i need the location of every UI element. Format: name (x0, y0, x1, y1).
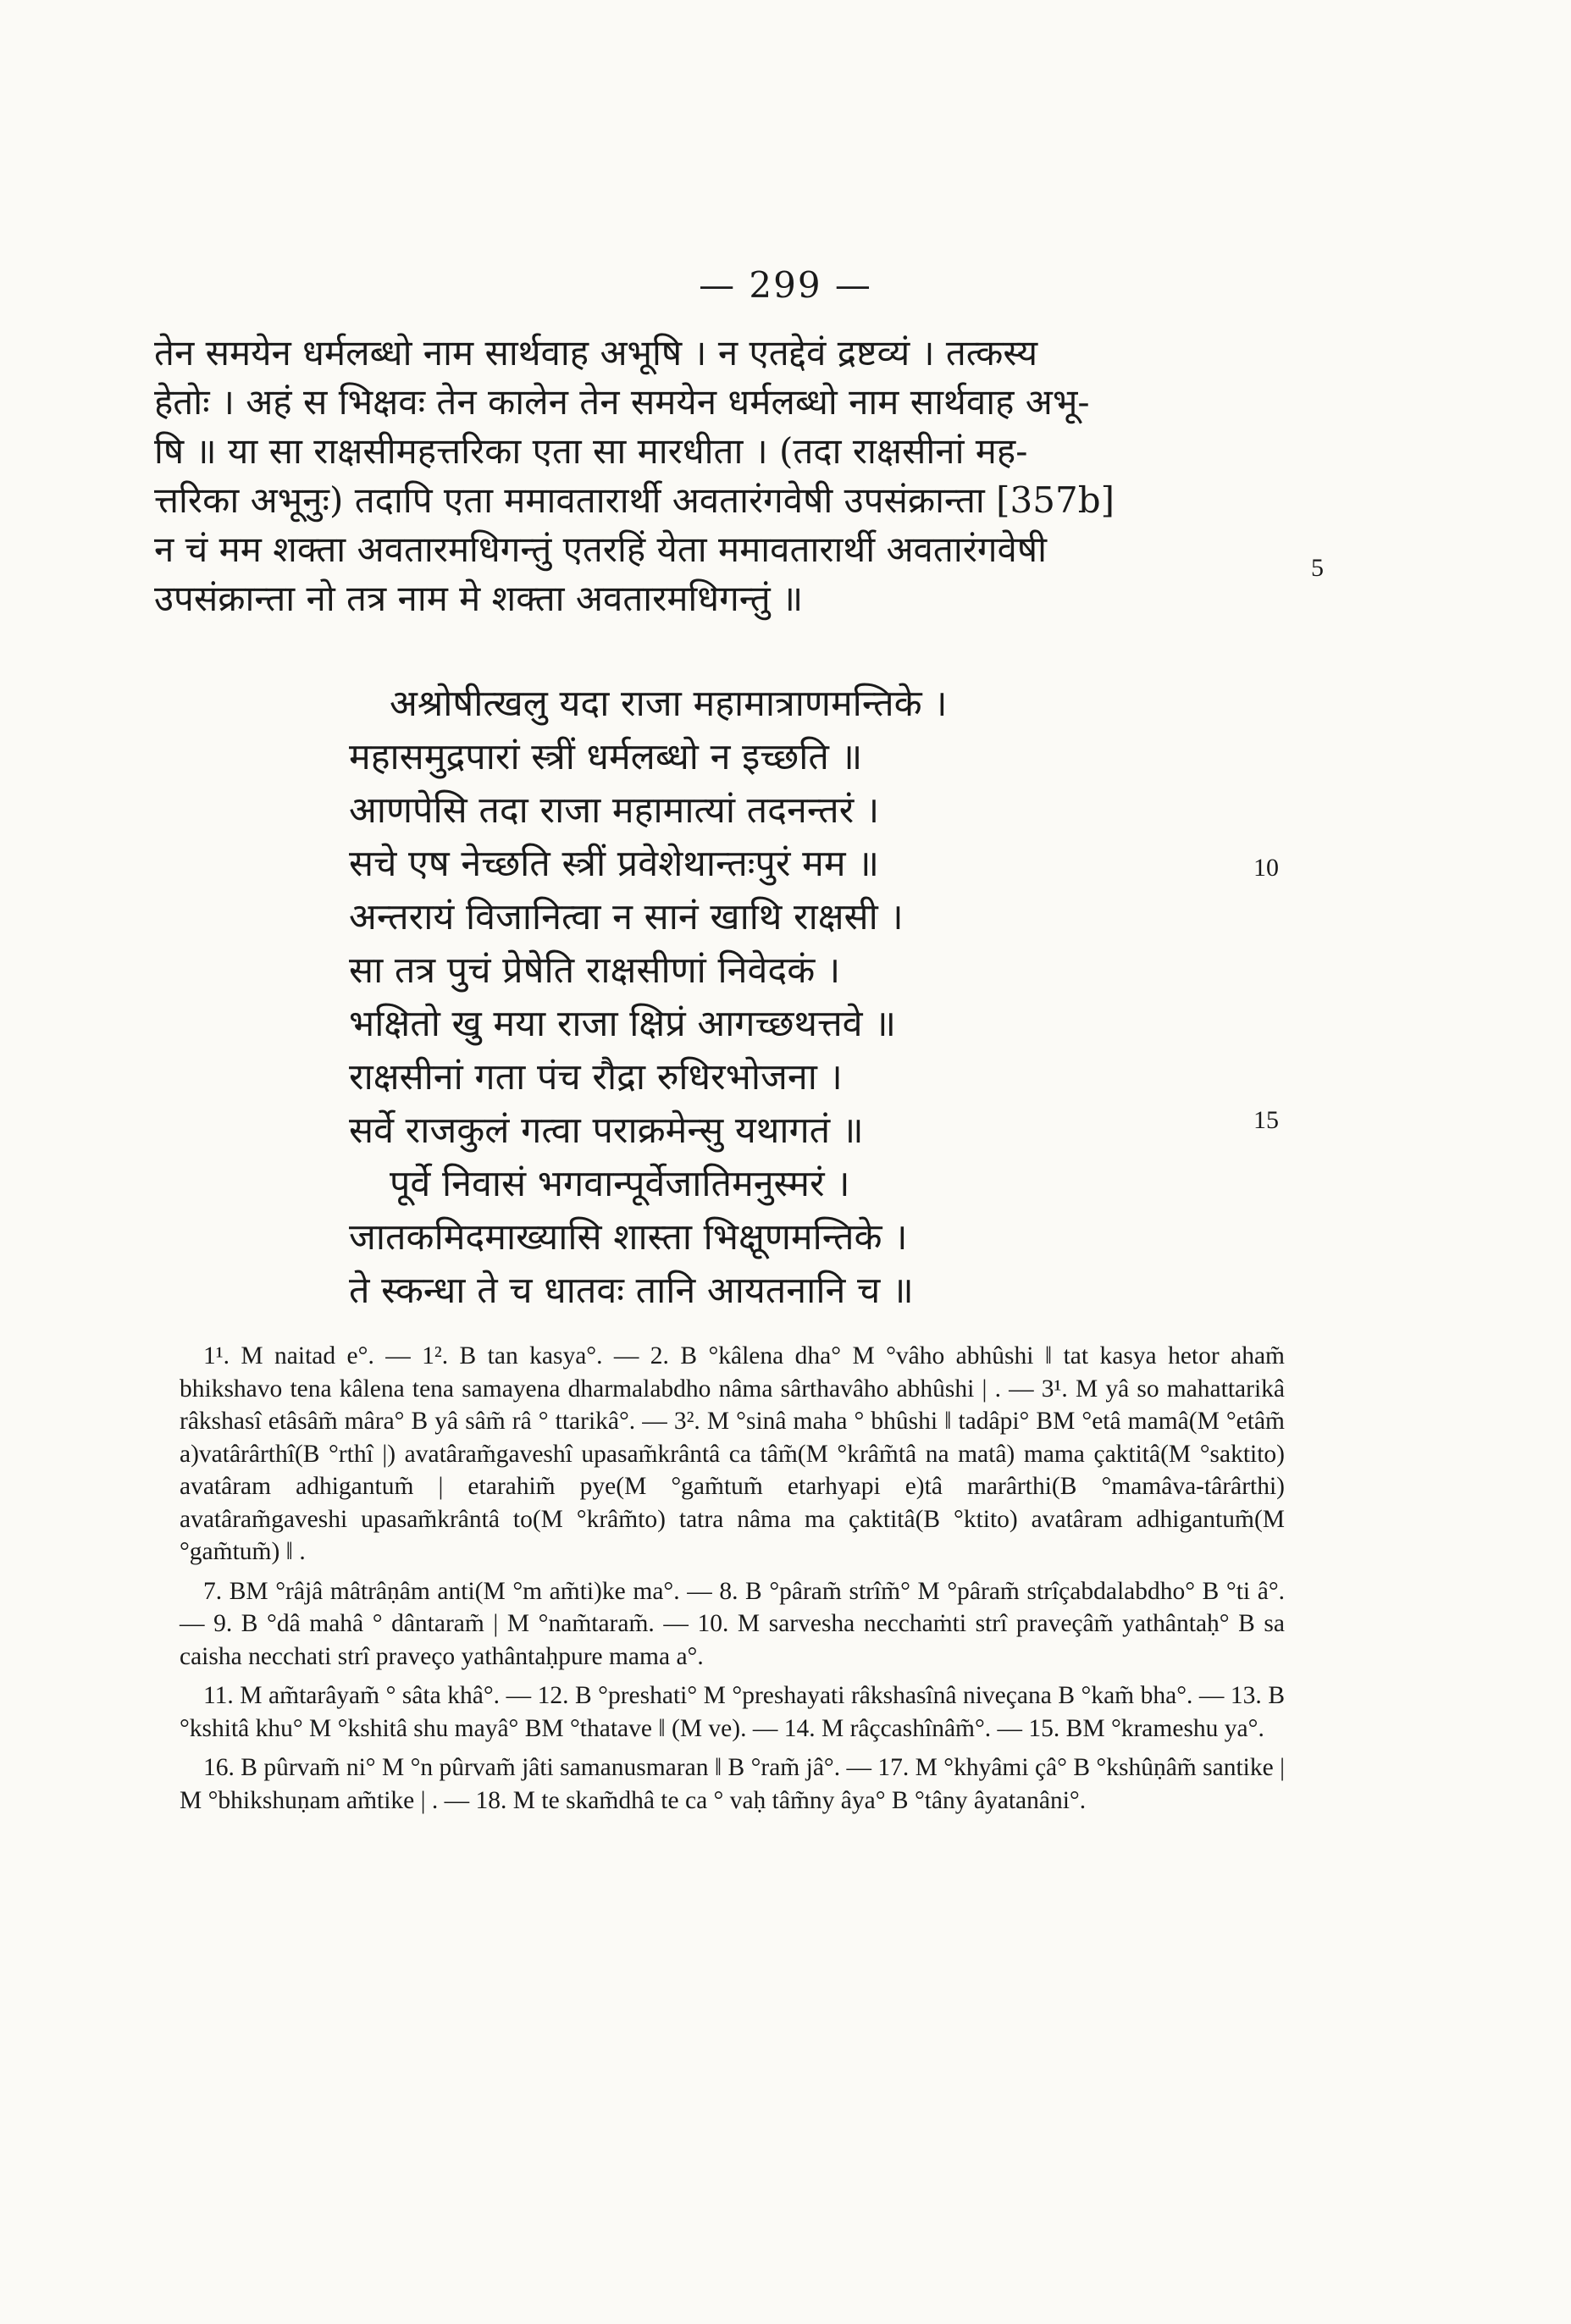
footnote-text: 11. M am̃tarâyam̃ ° sâta khâ°. — 12. B °preshati° M °preshayati râkshasînâ niveçana B °kam̃ bha°. — 13. B °kshitâ khu° M °kshitâ shu mayâ° BM °thatave ‖ (M ve). — 14. M râçcashînâm̃°. — 15. BM °krameshu ya°. (180, 1682, 1285, 1742)
prose-line: न चं मम शक्ता अवतारमधिगन्तुं एतरहिं येता ममावतारार्थी अवतारंगवेषी (154, 528, 1048, 570)
verse-block (349, 678, 1281, 1318)
verse-line: सर्वे राजकुलं गत्वा पराक्रमेन्सु यथागतं ॥ (349, 1109, 864, 1152)
verse-line: महासमुद्रपारां स्त्रीं धर्मलब्धो न इच्छति ॥ (349, 736, 863, 778)
prose-line: त्तरिका अभूनुः) तदापि एता ममावतारार्थी अवतारंगवेषी उपसंक्रान्ता [357b] (154, 479, 1115, 521)
verse-line: राक्षसीनां गता पंच रौद्रा रुधिरभोजना । (349, 1056, 843, 1098)
line-number-5: 5 (1311, 554, 1324, 582)
footnote (180, 1340, 1285, 1569)
verse-line: सा तत्र पुचं प्रेषेति राक्षसीणां निवेदकं । (349, 949, 841, 992)
verse-line: भक्षितो खु मया राजा क्षिप्रं आगच्छथत्तवे ॥ (349, 1003, 896, 1045)
line-number-15: 15 (1253, 1106, 1279, 1134)
footnote-text: 7. BM °râjâ mâtrâṇâm anti(M °m am̃ti)ke ma°. — 8. B °pâram̃ strîm̃° M °pâram̃ strîçabdalabdho° B °ti â°. — 9. B °dâ mahâ ° dântaram̃ | M °nam̃taram̃. — 10. M sarvesha necchaṁti strî praveçâm̃ yathântaḥ° B sa caisha necchati strî praveço yathântaḥpure mama a°. (180, 1577, 1285, 1670)
prose-line: हेतोः । अहं स भिक्षवः तेन कालेन तेन समयेन धर्मलब्धो नाम सार्थवाह अभू- (154, 381, 1090, 423)
verse-line: पूर्वे निवासं भगवान्पूर्वेजातिमनुस्मरं । (390, 1163, 850, 1205)
prose-line: षि ॥ या सा राक्षसीमहत्तरिका एता सा मारधीता । (तदा राक्षसीनां मह- (154, 430, 1028, 472)
verse-line: आणपेसि तदा राजा महामात्यां तदनन्तरं । (349, 789, 880, 832)
footnote (180, 1575, 1285, 1674)
prose-line: तेन समयेन धर्मलब्धो नाम सार्थवाह अभूषि । न एतद्देवं द्रष्टव्यं । तत्कस्य (154, 332, 1038, 374)
footnote-text: 16. B pûrvam̃ ni° M °n pûrvam̃ jâti samanusmaran ‖ B °ram̃ jâ°. — 17. M °khyâmi çâ° B °kshûṇâm̃ santike | M °bhikshuṇam am̃tike | . — 18. M te skam̃dhâ te ca ° vaḥ tâm̃ny âya° B °tâny âyatanâni°. (180, 1754, 1285, 1814)
verse-line: अन्तरायं विजानित्वा न सानं खाथि राक्षसी । (349, 896, 904, 938)
prose-line: उपसंक्रान्ता नो तत्र नाम मे शक्ता अवतारमधिगन्तुं ॥ (154, 578, 804, 619)
verse-line: जातकमिदमाख्यासि शास्ता भिक्षूणमन्तिके । (349, 1216, 908, 1259)
footnote-text: 1¹. M naitad e°. — 1². B tan kasya°. — 2. B °kâlena dha° M °vâho abhûshi ‖ tat kasya hetor aham̃ bhikshavo tena kâlena tena samayena dharmalabdho nâma sârthavâho abhûshi | . — 3¹. M yâ so mahattarikâ râkshasî etâsâm̃ mâra° B yâ sâm̃ râ ° ttarikâ°. — 3². M °sinâ maha ° bhûshi ‖ tadâpi° BM °etâ mamâ(M °etâm̃ a)vatârârthî(B °rthî |) avatâram̃gaveshî upasam̃krântâ ca tâm̃(M °krâm̃tâ na matâ) mama çaktitâ(M °saktito) avatâram adhigantum̃ | etarahim̃ pye(M °gam̃tum̃ etarhyapi e)tâ marârthi(B °mamâva-târârthi) avatâram̃gaveshi upasam̃krântâ to(M °krâm̃to) tatra nâma ma çaktitâ(B °ktito) avatâram adhigantum̃(M °gam̃tum̃) ‖ . (180, 1342, 1285, 1565)
page-number: — 299 — (699, 264, 872, 306)
footnotes (180, 1340, 1285, 1823)
prose-block (154, 329, 1281, 623)
line-number-10: 10 (1253, 854, 1279, 882)
verse-line: ते स्कन्धा ते च धातवः तानि आयतनानि च ॥ (349, 1270, 914, 1312)
verse-line: अश्रोषीत्खलु यदा राजा महामात्राणमन्तिके । (390, 683, 948, 725)
footnote (180, 1679, 1285, 1745)
footnote (180, 1751, 1285, 1817)
verse-line: सचे एष नेच्छति स्त्रीं प्रवेशेथान्तःपुरं मम ॥ (349, 843, 879, 885)
